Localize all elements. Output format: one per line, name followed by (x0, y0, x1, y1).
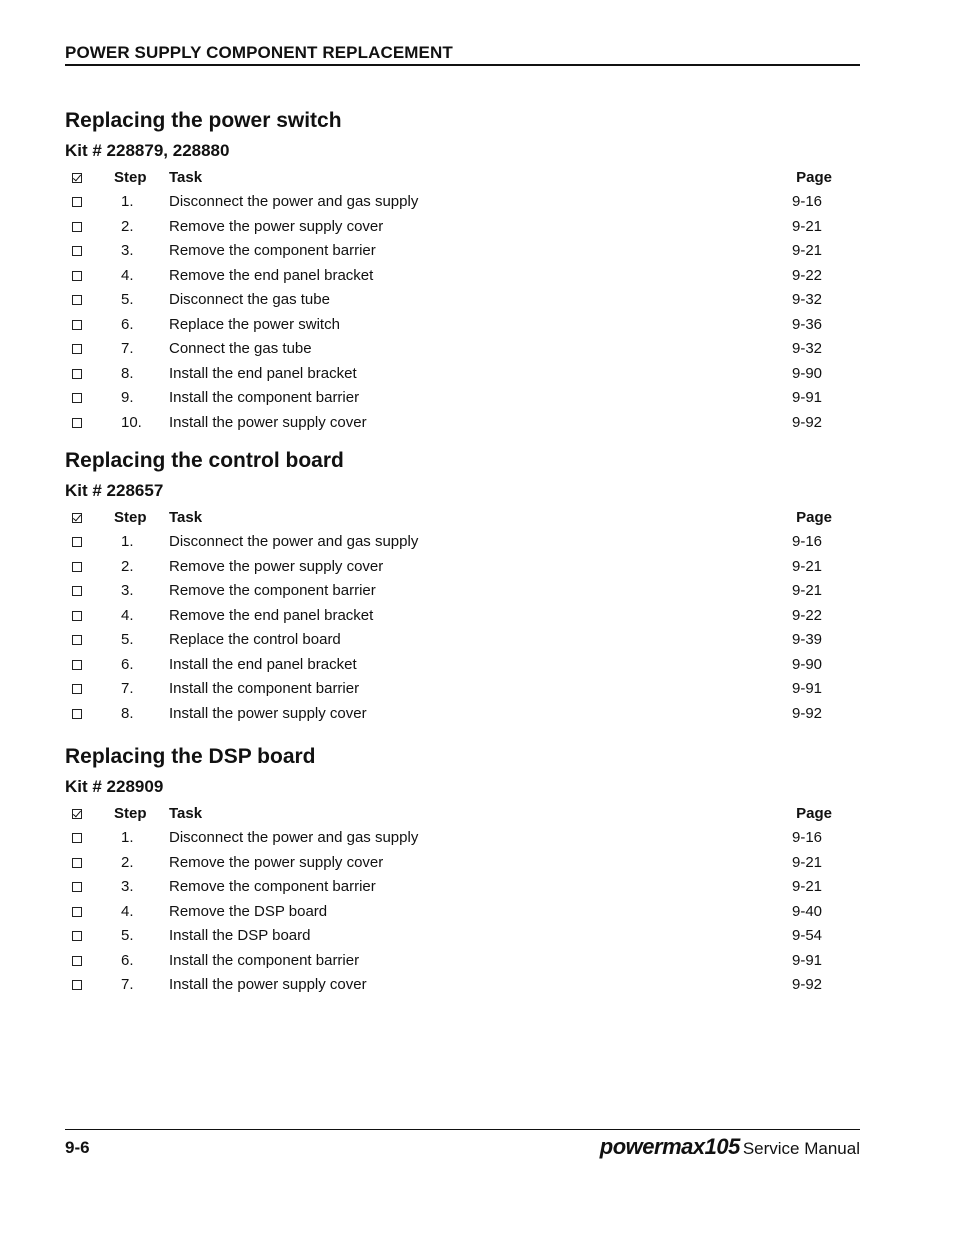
page-ref: 9-22 (792, 266, 823, 284)
row-check-cell (65, 924, 114, 949)
page-ref: 9-21 (792, 557, 823, 575)
task-text: Install the DSP board (169, 927, 311, 945)
table-row (65, 312, 832, 337)
task-text: Remove the end panel bracket (169, 606, 374, 624)
empty-checkbox-icon[interactable] (72, 858, 82, 868)
row-check-cell (65, 554, 114, 579)
step-number: 5. (121, 631, 134, 649)
step-number: 3. (121, 582, 134, 600)
table-row (65, 410, 832, 435)
empty-checkbox-icon[interactable] (72, 660, 82, 670)
page-ref: 9-21 (792, 242, 823, 260)
page-ref: 9-32 (792, 340, 823, 358)
row-check-cell (65, 239, 114, 264)
table-row (65, 701, 832, 726)
step-number: 8. (121, 704, 134, 722)
step-number: 9. (121, 389, 134, 407)
step-number: 5. (121, 927, 134, 945)
step-number: 7. (121, 976, 134, 994)
header-task: Task (169, 804, 203, 822)
section-title: Replacing the control board (65, 449, 344, 472)
page-ref: 9-16 (792, 829, 823, 847)
empty-checkbox-icon[interactable] (72, 635, 82, 645)
empty-checkbox-icon[interactable] (72, 833, 82, 843)
table-row (65, 677, 832, 702)
header-step: Step (114, 508, 147, 526)
step-number: 1. (121, 533, 134, 551)
step-number: 2. (121, 853, 134, 871)
empty-checkbox-icon[interactable] (72, 586, 82, 596)
header-page: Page (796, 168, 832, 186)
page-ref: 9-22 (792, 606, 823, 624)
header-step: Step (114, 168, 147, 186)
brand-suffix: Service Manual (742, 1139, 860, 1158)
page-ref: 9-21 (792, 217, 823, 235)
steps-table (65, 165, 832, 435)
step-number: 7. (121, 340, 134, 358)
task-text: Remove the component barrier (169, 242, 376, 260)
page-ref: 9-91 (792, 680, 823, 698)
page-ref: 9-36 (792, 315, 823, 333)
header-task: Task (169, 508, 203, 526)
row-check-cell (65, 579, 114, 604)
step-number: 4. (121, 606, 134, 624)
empty-checkbox-icon[interactable] (72, 197, 82, 207)
header-check-cell (65, 801, 114, 826)
section-power-switch (65, 108, 840, 435)
empty-checkbox-icon[interactable] (72, 369, 82, 379)
empty-checkbox-icon[interactable] (72, 222, 82, 232)
row-check-cell (65, 214, 114, 239)
step-number: 3. (121, 242, 134, 260)
page-ref: 9-32 (792, 291, 823, 309)
step-number: 10. (121, 413, 142, 431)
task-text: Remove the power supply cover (169, 557, 384, 575)
empty-checkbox-icon[interactable] (72, 295, 82, 305)
table-row (65, 948, 832, 973)
page-ref: 9-92 (792, 704, 823, 722)
table-row (65, 579, 832, 604)
task-text: Install the end panel bracket (169, 364, 357, 382)
task-text: Remove the power supply cover (169, 853, 384, 871)
page-ref: 9-90 (792, 364, 823, 382)
row-check-cell (65, 973, 114, 998)
row-check-cell (65, 677, 114, 702)
table-row (65, 850, 832, 875)
row-check-cell (65, 826, 114, 851)
header-page: Page (796, 804, 832, 822)
page-ref: 9-16 (792, 193, 823, 211)
empty-checkbox-icon[interactable] (72, 709, 82, 719)
task-text: Replace the control board (169, 631, 341, 649)
table-row (65, 530, 832, 555)
page-ref: 9-21 (792, 878, 823, 896)
section-dsp-board (65, 744, 840, 997)
footer-page-number: 9-6 (65, 1138, 90, 1157)
step-number: 4. (121, 266, 134, 284)
page-header-title: POWER SUPPLY COMPONENT REPLACEMENT (65, 43, 453, 62)
task-text: Install the component barrier (169, 680, 360, 698)
table-row (65, 603, 832, 628)
row-check-cell (65, 410, 114, 435)
step-number: 1. (121, 829, 134, 847)
section-title: Replacing the DSP board (65, 745, 316, 768)
table-header-row (65, 165, 832, 190)
page-ref: 9-91 (792, 389, 823, 407)
kit-number: Kit # 228909 (65, 777, 164, 796)
task-text: Install the power supply cover (169, 413, 367, 431)
table-row (65, 973, 832, 998)
page-header (65, 43, 860, 66)
checked-box-icon (72, 173, 82, 183)
table-row (65, 826, 832, 851)
checked-box-icon (72, 513, 82, 523)
header-task: Task (169, 168, 203, 186)
task-text: Install the power supply cover (169, 976, 367, 994)
page-ref: 9-39 (792, 631, 823, 649)
task-text: Install the component barrier (169, 951, 360, 969)
row-check-cell (65, 337, 114, 362)
table-row (65, 361, 832, 386)
task-text: Disconnect the power and gas supply (169, 193, 419, 211)
step-number: 7. (121, 680, 134, 698)
task-text: Remove the end panel bracket (169, 266, 374, 284)
row-check-cell (65, 530, 114, 555)
header-page: Page (796, 508, 832, 526)
row-check-cell (65, 386, 114, 411)
page-ref: 9-92 (792, 413, 823, 431)
empty-checkbox-icon[interactable] (72, 537, 82, 547)
row-check-cell (65, 948, 114, 973)
table-row (65, 652, 832, 677)
task-text: Install the end panel bracket (169, 655, 357, 673)
task-text: Install the component barrier (169, 389, 360, 407)
empty-checkbox-icon[interactable] (72, 882, 82, 892)
page-ref: 9-16 (792, 533, 823, 551)
empty-checkbox-icon[interactable] (72, 393, 82, 403)
task-text: Connect the gas tube (169, 340, 312, 358)
section-control-board (65, 448, 840, 726)
empty-checkbox-icon[interactable] (72, 344, 82, 354)
empty-checkbox-icon[interactable] (72, 418, 82, 428)
empty-checkbox-icon[interactable] (72, 246, 82, 256)
brand-logo: powermax105 (599, 1134, 740, 1159)
page-ref: 9-91 (792, 951, 823, 969)
table-row (65, 239, 832, 264)
table-row (65, 190, 832, 215)
step-number: 2. (121, 557, 134, 575)
steps-table (65, 505, 832, 726)
step-number: 8. (121, 364, 134, 382)
page-ref: 9-21 (792, 853, 823, 871)
page-ref: 9-40 (792, 902, 823, 920)
page-ref: 9-54 (792, 927, 823, 945)
row-check-cell (65, 701, 114, 726)
step-number: 3. (121, 878, 134, 896)
header-check-cell (65, 505, 114, 530)
task-text: Remove the DSP board (169, 902, 328, 920)
header-check-cell (65, 165, 114, 190)
steps-table (65, 801, 832, 997)
row-check-cell (65, 288, 114, 313)
row-check-cell (65, 361, 114, 386)
table-row (65, 386, 832, 411)
page-ref: 9-90 (792, 655, 823, 673)
task-text: Remove the component barrier (169, 582, 376, 600)
header-step: Step (114, 804, 147, 822)
kit-number: Kit # 228657 (65, 481, 164, 500)
kit-number: Kit # 228879, 228880 (65, 141, 230, 160)
step-number: 6. (121, 951, 134, 969)
table-header-row (65, 801, 832, 826)
task-text: Replace the power switch (169, 315, 340, 333)
empty-checkbox-icon[interactable] (72, 320, 82, 330)
checked-box-icon (72, 809, 82, 819)
empty-checkbox-icon[interactable] (72, 271, 82, 281)
empty-checkbox-icon[interactable] (72, 611, 82, 621)
task-text: Disconnect the power and gas supply (169, 533, 419, 551)
empty-checkbox-icon[interactable] (72, 562, 82, 572)
table-header-row (65, 505, 832, 530)
empty-checkbox-icon[interactable] (72, 907, 82, 917)
empty-checkbox-icon[interactable] (72, 684, 82, 694)
row-check-cell (65, 652, 114, 677)
task-text: Install the power supply cover (169, 704, 367, 722)
row-check-cell (65, 603, 114, 628)
task-text: Remove the component barrier (169, 878, 376, 896)
row-check-cell (65, 850, 114, 875)
footer-brand (600, 1134, 860, 1160)
step-number: 6. (121, 655, 134, 673)
empty-checkbox-icon[interactable] (72, 980, 82, 990)
task-text: Disconnect the gas tube (169, 291, 330, 309)
table-row (65, 263, 832, 288)
table-row (65, 875, 832, 900)
page-ref: 9-21 (792, 582, 823, 600)
row-check-cell (65, 312, 114, 337)
step-number: 6. (121, 315, 134, 333)
row-check-cell (65, 263, 114, 288)
table-row (65, 899, 832, 924)
table-row (65, 628, 832, 653)
step-number: 4. (121, 902, 134, 920)
table-row (65, 924, 832, 949)
section-title: Replacing the power switch (65, 109, 342, 132)
step-number: 2. (121, 217, 134, 235)
task-text: Disconnect the power and gas supply (169, 829, 419, 847)
page-footer (65, 1129, 860, 1166)
table-row (65, 554, 832, 579)
step-number: 5. (121, 291, 134, 309)
row-check-cell (65, 875, 114, 900)
step-number: 1. (121, 193, 134, 211)
table-row (65, 337, 832, 362)
page-ref: 9-92 (792, 976, 823, 994)
row-check-cell (65, 190, 114, 215)
row-check-cell (65, 628, 114, 653)
table-row (65, 214, 832, 239)
empty-checkbox-icon[interactable] (72, 931, 82, 941)
task-text: Remove the power supply cover (169, 217, 384, 235)
row-check-cell (65, 899, 114, 924)
empty-checkbox-icon[interactable] (72, 956, 82, 966)
table-row (65, 288, 832, 313)
